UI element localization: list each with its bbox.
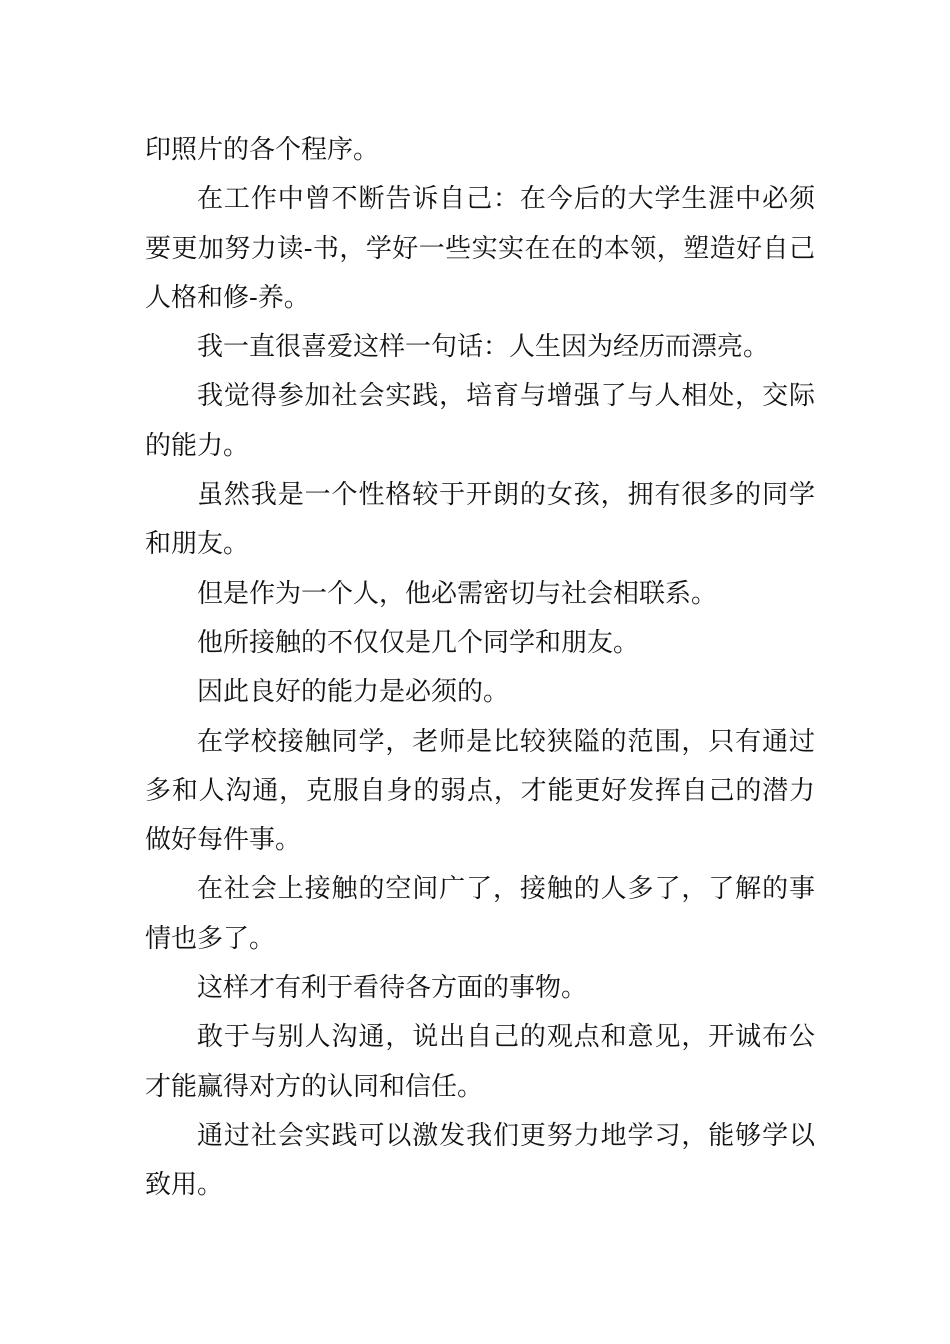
- text-line: 的能力。: [145, 430, 250, 461]
- text-line: 通过社会实践可以激发我们更努力地学习，能够学以: [197, 1120, 815, 1151]
- text-line: 敢于与别人沟通，说出自己的观点和意见，开诚布公: [197, 1022, 815, 1053]
- text-line: 情也多了。: [145, 923, 276, 954]
- text-line: 因此良好的能力是必须的。: [197, 677, 510, 708]
- text-line: 这样才有利于看待各方面的事物。: [197, 973, 588, 1004]
- text-line: 做好每件事。: [145, 825, 302, 856]
- text-line: 我觉得参加社会实践，培育与增强了与人相处，交际: [197, 381, 815, 412]
- text-line: 和朋友。: [145, 529, 250, 560]
- text-line: 虽然我是一个性格较于开朗的女孩，拥有很多的同学: [197, 480, 815, 511]
- text-line: 在学校接触同学，老师是比较狭隘的范围，只有通过: [197, 726, 815, 757]
- document-body: [145, 126, 815, 1211]
- text-line: 多和人沟通，克服自身的弱点，才能更好发挥自己的潜力: [145, 775, 815, 806]
- text-line: 但是作为一个人，他必需密切与社会相联系。: [197, 578, 718, 609]
- text-line: 印照片的各个程序。: [145, 135, 380, 165]
- text-line: 要更加努力读-书，学好一些实实在在的本领，塑造好自己: [145, 233, 815, 264]
- text-line: 他所接触的不仅仅是几个同学和朋友。: [197, 627, 640, 658]
- text-line: 致用。: [145, 1170, 224, 1201]
- text-line: 我一直很喜爱这样一句话：人生因为经历而漂亮。: [197, 332, 770, 363]
- text-line: 才能赢得对方的认同和信任。: [145, 1071, 484, 1102]
- text-line: 人格和修-养。: [145, 282, 310, 313]
- text-line: 在社会上接触的空间广了，接触的人多了，了解的事: [197, 874, 815, 905]
- text-line: 在工作中曾不断告诉自己：在今后的大学生涯中必须: [197, 184, 815, 215]
